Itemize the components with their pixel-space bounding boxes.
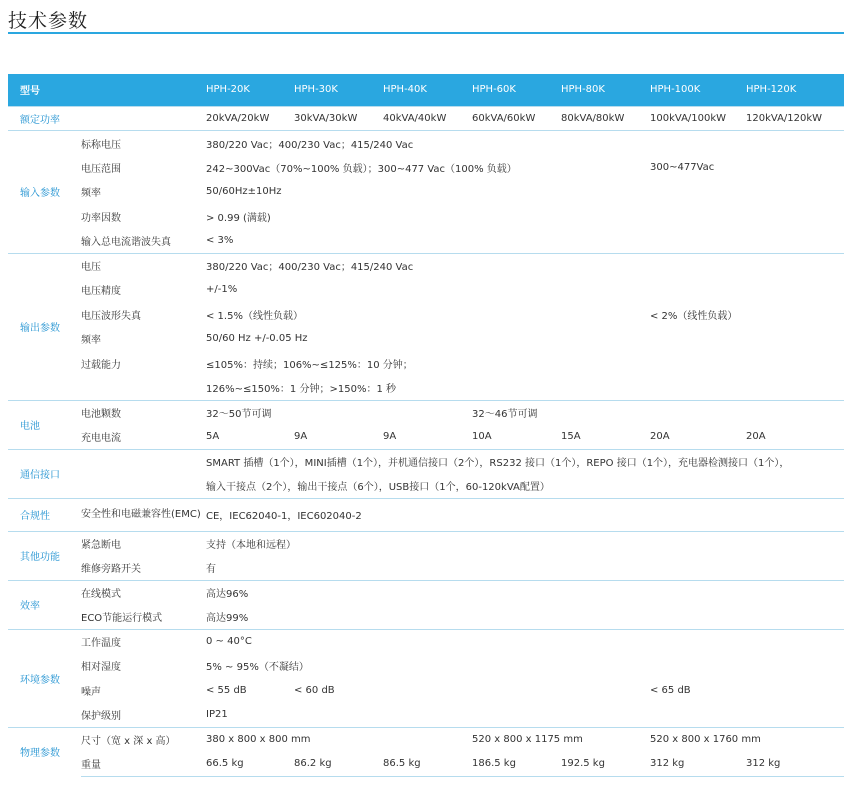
table-cell: SMART 插槽（1个），MINI插槽（1个），并机通信接口（2个），RS232 接口（1个），REPO 接口（1个），充电器检测接口（1个），: [206, 449, 844, 474]
category-compliance: 合规性: [8, 498, 81, 531]
table-cell: 380/220 Vac；400/230 Vac；415/240 Vac: [206, 131, 844, 156]
header-model: HPH-100K: [650, 84, 701, 96]
table-row: [8, 556, 844, 581]
title-divider: [8, 32, 844, 34]
table-cell: 520 x 800 x 1175 mm: [472, 727, 650, 752]
table-row: [8, 131, 844, 156]
category-environment: 环境参数: [8, 629, 81, 727]
row-label: 频率: [81, 335, 101, 347]
row-label: ECO节能运行模式: [81, 613, 163, 624]
row-label: 工作温度: [81, 629, 206, 654]
table-cell: 9A: [294, 431, 308, 442]
table-cell: < 60 dB: [294, 684, 335, 696]
row-label: 电池颗数: [81, 400, 206, 425]
table-row: [8, 229, 844, 254]
table-cell: IP21: [206, 709, 228, 720]
row-label: 功率因数: [81, 212, 121, 224]
table-cell: 60kVA/60kW: [472, 106, 561, 131]
table-cell: ≤105%：持续；106%~≤125%：10 分钟；: [206, 359, 413, 371]
table-cell: CE，IEC62040-1，IEC602040-2: [206, 498, 844, 531]
table-cell: 15A: [561, 431, 581, 442]
table-cell: 高达96%: [206, 580, 844, 605]
table-cell: 32～46节可调: [472, 400, 844, 425]
table-row: [8, 376, 844, 401]
table-row: [8, 752, 844, 777]
row-label: 在线模式: [81, 580, 206, 605]
spec-table: [8, 74, 844, 777]
table-row: [8, 327, 844, 352]
table-cell: 5A: [206, 431, 220, 442]
table-cell: 66.5 kg: [206, 752, 294, 777]
table-cell: 20A: [746, 431, 766, 442]
row-label: 电压精度: [81, 286, 121, 298]
table-cell: 312 kg: [650, 752, 746, 777]
table-row: [8, 605, 844, 630]
table-cell: 输入干接点（2个），输出干接点（6个），USB接口（1个，60-120kVA配置）: [206, 482, 550, 493]
table-cell: 312 kg: [746, 752, 844, 777]
table-row: [8, 278, 844, 303]
table-row: [8, 498, 844, 531]
category-output: 输出参数: [8, 253, 81, 400]
table-row: [8, 155, 844, 180]
table-cell: 186.5 kg: [472, 752, 561, 777]
table-row: [8, 580, 844, 605]
table-row: [8, 204, 844, 229]
table-cell: 100kVA/100kW: [650, 106, 746, 131]
table-cell: < 1.5%（线性负载）: [206, 310, 303, 322]
table-row: [8, 106, 844, 131]
table-cell: 120kVA/120kW: [746, 106, 844, 131]
table-cell: 80kVA/80kW: [561, 106, 650, 131]
table-cell: 50/60Hz±10Hz: [206, 186, 282, 198]
table-cell: < 2%（线性负载）: [650, 310, 738, 322]
row-label: 重量: [81, 752, 206, 777]
table-row: [8, 351, 844, 376]
table-row: [8, 531, 844, 556]
table-cell: 520 x 800 x 1760 mm: [650, 727, 844, 752]
table-row: [8, 253, 844, 278]
table-cell: 0 ~ 40°C: [206, 629, 844, 654]
table-cell: 5% ~ 95%（不凝结）: [206, 662, 309, 674]
row-label: 电压范围: [81, 163, 121, 175]
row-label: 充电电流: [81, 433, 121, 444]
category-rated-power: 额定功率: [8, 106, 206, 131]
row-label: 过载能力: [81, 359, 121, 371]
table-cell: > 0.99 (满载): [206, 212, 271, 224]
row-label: 维修旁路开关: [81, 564, 141, 575]
category-battery: 电池: [8, 400, 81, 449]
category-other: 其他功能: [8, 531, 81, 580]
header-model: HPH-60K: [472, 84, 516, 96]
table-cell: 高达99%: [206, 613, 249, 624]
table-cell: 20kVA/20kW: [206, 106, 294, 131]
table-cell: 有: [206, 564, 216, 575]
row-label: 相对湿度: [81, 662, 121, 674]
table-cell: 192.5 kg: [561, 752, 650, 777]
table-cell: 300~477Vac: [650, 161, 715, 173]
table-cell: 40kVA/40kW: [383, 106, 472, 131]
row-label: 安全性和电磁兼容性(EMC): [81, 498, 206, 531]
table-row: [8, 678, 844, 703]
table-cell: < 55 dB: [206, 684, 247, 696]
row-label: 电压波形失真: [81, 310, 141, 322]
header-model-label: 型号: [20, 86, 40, 98]
table-cell: 242~300Vac（70%~100% 负载）；300~477 Vac（100% 负载）: [206, 163, 517, 175]
table-cell: 30kVA/30kW: [294, 106, 383, 131]
table-cell: 86.5 kg: [383, 752, 472, 777]
header-model: HPH-120K: [746, 84, 797, 96]
table-cell: 32～50节可调: [206, 400, 472, 425]
table-row: [8, 727, 844, 752]
page-title: 技术参数: [8, 10, 89, 32]
row-label: 电压: [81, 253, 206, 278]
row-label: 频率: [81, 188, 101, 200]
table-cell: 支持（本地和远程）: [206, 531, 844, 556]
header-model: HPH-30K: [294, 84, 338, 96]
row-label: 输入总电流谐波失真: [81, 237, 171, 248]
row-label: 标称电压: [81, 131, 206, 156]
row-label: 尺寸（宽 x 深 x 高）: [81, 727, 206, 752]
category-efficiency: 效率: [8, 580, 81, 629]
table-cell: 126%~≤150%：1 分钟；>150%：1 秒: [206, 384, 396, 395]
table-row: [8, 400, 844, 425]
category-input: 输入参数: [8, 131, 81, 254]
table-row: [8, 180, 844, 205]
table-row: [8, 425, 844, 450]
table-cell: < 65 dB: [650, 684, 691, 696]
table-cell: 380 x 800 x 800 mm: [206, 727, 472, 752]
table-cell: 50/60 Hz +/-0.05 Hz: [206, 333, 308, 345]
header-model: HPH-40K: [383, 84, 427, 96]
row-label: [81, 376, 206, 401]
table-cell: < 3%: [206, 235, 234, 246]
table-row: [8, 703, 844, 728]
header-model: HPH-20K: [206, 84, 250, 96]
table-row: [8, 654, 844, 679]
table-row: [8, 302, 844, 327]
category-physical: 物理参数: [8, 727, 81, 776]
table-cell: 20A: [650, 431, 670, 442]
table-row: [8, 449, 844, 474]
row-label: 紧急断电: [81, 531, 206, 556]
row-label: 保护级别: [81, 711, 121, 722]
table-cell: +/-1%: [206, 284, 238, 296]
table-header-row: [8, 74, 844, 106]
header-model: HPH-80K: [561, 84, 605, 96]
row-label: 噪声: [81, 686, 101, 698]
table-cell: 10A: [472, 431, 492, 442]
table-cell: 9A: [383, 431, 397, 442]
table-cell: 86.2 kg: [294, 752, 383, 777]
table-cell: 380/220 Vac；400/230 Vac；415/240 Vac: [206, 253, 844, 278]
category-comm: 通信接口: [8, 449, 206, 498]
table-row: [8, 629, 844, 654]
